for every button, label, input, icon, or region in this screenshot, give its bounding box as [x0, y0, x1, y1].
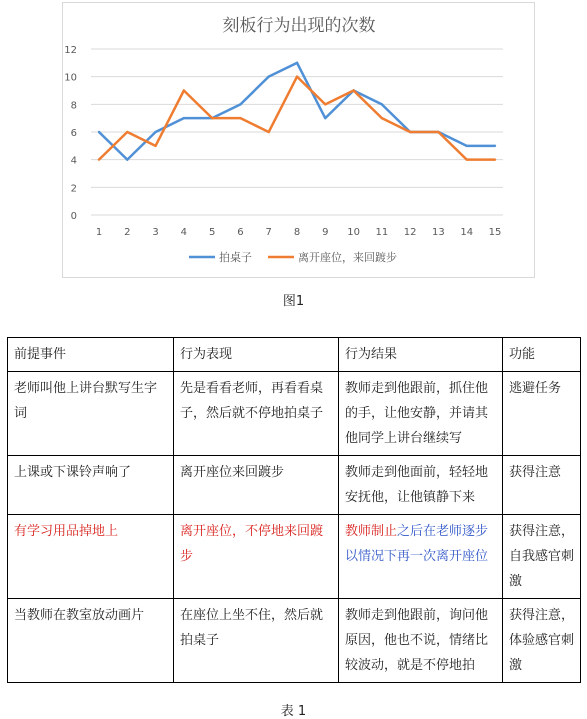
- cell-consequence: 教师走到他跟前，抓住他的手，让他安静，并请其他同学上讲台继续写: [339, 372, 503, 456]
- data-point: [381, 117, 383, 119]
- x-tick-label: 9: [322, 227, 329, 238]
- data-point: [352, 89, 354, 91]
- y-tick-label: 8: [70, 100, 77, 112]
- data-point: [239, 117, 241, 119]
- data-point: [211, 117, 213, 119]
- x-tick-label: 5: [208, 227, 216, 238]
- table-row: [8, 515, 581, 599]
- x-tick-label: 6: [237, 227, 244, 238]
- data-point: [437, 131, 439, 133]
- data-point: [296, 62, 298, 64]
- x-tick-label: 15: [488, 227, 502, 238]
- cell-antecedent: 当教师在教室放动画片: [8, 599, 174, 683]
- legend-label-2: 离开座位，来回踱步: [298, 251, 397, 264]
- cell-function: 获得注意，自我感官刺激: [503, 515, 581, 599]
- table-header-row: [8, 338, 581, 372]
- data-point: [98, 131, 100, 133]
- data-point: [409, 131, 411, 133]
- series-line-2: [99, 77, 495, 160]
- data-point: [239, 103, 241, 105]
- events-table: [7, 337, 581, 683]
- data-point: [466, 145, 468, 147]
- cell-behavior: 先是看看老师，再看看桌子，然后就不停地拍桌子: [174, 372, 339, 456]
- data-point: [466, 158, 468, 160]
- cell-antecedent: 老师叫他上讲台默写生字词: [8, 372, 174, 456]
- x-tick-label: 11: [375, 227, 389, 238]
- data-point: [98, 158, 100, 160]
- chart-svg: [63, 3, 534, 277]
- x-tick-label: 13: [432, 227, 445, 238]
- data-point: [324, 103, 326, 105]
- data-point: [126, 131, 128, 133]
- data-point: [183, 117, 185, 119]
- data-point: [324, 117, 326, 119]
- y-tick-label: 12: [64, 45, 77, 56]
- cell-function: 获得注意，体验感官刺激: [503, 599, 581, 683]
- figure-caption: 图1: [282, 294, 305, 309]
- cell-behavior: 离开座位，不停地来回踱步: [174, 515, 339, 599]
- table-caption: 表 1: [280, 704, 307, 719]
- table-row: [8, 456, 581, 515]
- x-tick-label: 8: [293, 227, 301, 238]
- header-consequence: 行为结果: [339, 338, 503, 372]
- cell-antecedent: 上课或下课铃声响了: [8, 456, 174, 515]
- y-tick-label: 2: [70, 183, 77, 195]
- x-tick-label: 2: [124, 227, 131, 238]
- table-row: [8, 599, 581, 683]
- cell-function: 逃避任务: [503, 372, 581, 456]
- data-point: [126, 158, 128, 160]
- legend-label-1: 拍桌子: [219, 251, 252, 264]
- x-tick-label: 1: [95, 227, 103, 238]
- header-behavior: 行为表现: [174, 338, 339, 372]
- cell-behavior: 离开座位来回踱步: [174, 456, 339, 515]
- x-tick-label: 7: [265, 227, 272, 238]
- header-antecedent: 前提事件: [8, 338, 174, 372]
- x-tick-label: 12: [403, 227, 417, 238]
- data-point: [494, 145, 496, 147]
- data-point: [268, 75, 270, 77]
- cell-function: 获得注意: [503, 456, 581, 515]
- x-tick-label: 10: [347, 227, 360, 238]
- chart-title: 刻板行为出现的次数: [222, 16, 376, 36]
- x-tick-label: 3: [152, 227, 159, 238]
- x-tick-label: 4: [180, 227, 188, 238]
- consequence-red-text: 教师制止: [345, 524, 398, 539]
- line-chart: [62, 2, 535, 278]
- data-point: [183, 89, 185, 91]
- cell-consequence: 教师走到他面前，轻轻地安抚他，让他镇静下来: [339, 456, 503, 515]
- header-function: 功能: [503, 338, 581, 372]
- cell-consequence: 教师走到他跟前，询问他原因，他也不说，情绪比较波动，就是不停地拍: [339, 599, 503, 683]
- y-tick-label: 10: [64, 72, 77, 84]
- y-tick-label: 4: [70, 155, 77, 167]
- consequence-blue-text: 之后在老师逐步以情况下再一次离开座位: [345, 524, 489, 564]
- x-tick-label: 14: [460, 227, 474, 238]
- cell-consequence: [339, 515, 503, 599]
- y-tick-label: 6: [70, 128, 77, 139]
- data-point: [296, 75, 298, 77]
- data-point: [154, 131, 156, 133]
- table-row: [8, 372, 581, 456]
- data-point: [268, 131, 270, 133]
- data-point: [494, 158, 496, 160]
- data-point: [154, 145, 156, 147]
- data-point: [381, 103, 383, 105]
- cell-antecedent: 有学习用品掉地上: [8, 515, 174, 599]
- y-tick-label: 0: [70, 211, 77, 222]
- cell-behavior: 在座位上坐不住，然后就拍桌子: [174, 599, 339, 683]
